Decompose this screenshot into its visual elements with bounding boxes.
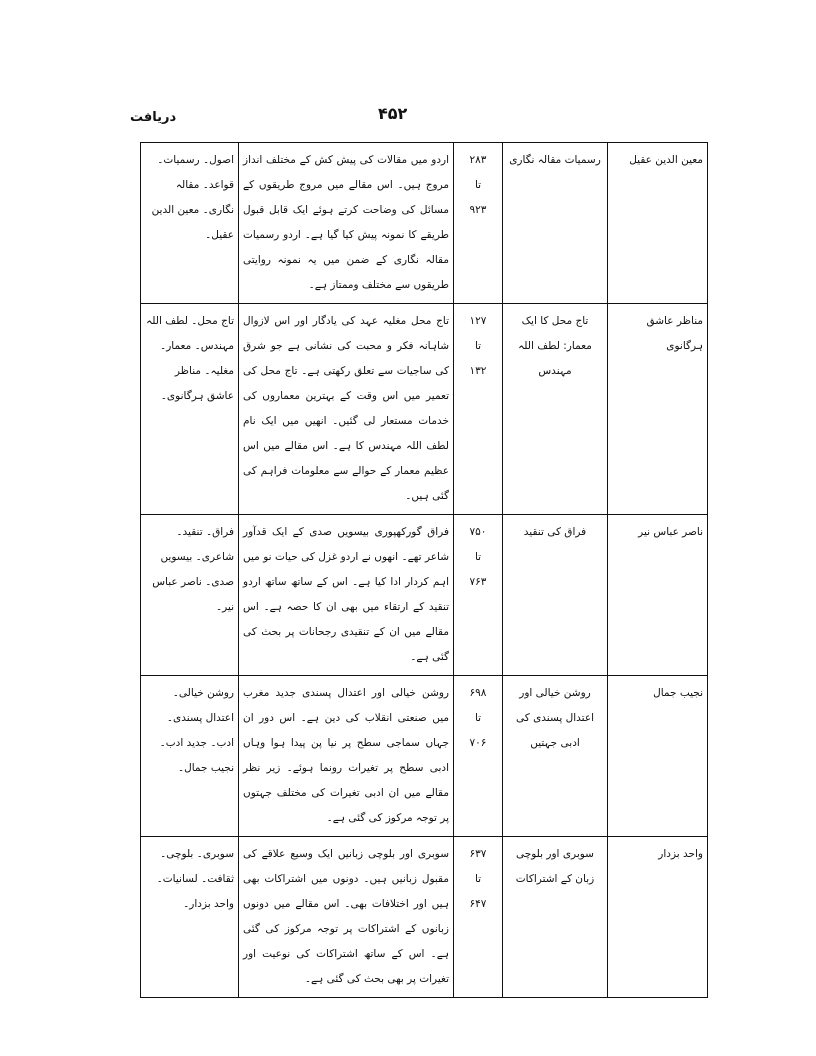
- summary-cell: سوبری اور بلوچی زبانیں ایک وسیع علاقے کی مقبول زبانیں ہیں۔ دونوں میں اشتراکات بھی ہیں اور اختلافات بھی۔ اس مقالے میں دونوں زبانوں کے اشتراکات پر توجہ مرکوز کی گئی ہے۔ اس کے ساتھ اشتراکات کی نوعیت اور تغیرات پر بھی بحث کی گئی ہے۔: [239, 837, 454, 998]
- title-cell: فراق کی تنقید: [503, 515, 608, 676]
- keywords-cell: روشن خیالی۔ اعتدال پسندی۔ ادب۔ جدید ادب۔ نجیب جمال۔: [141, 676, 239, 837]
- page-range-part: تا: [474, 551, 482, 563]
- page-range-part: ۷۵۰: [469, 526, 487, 538]
- author-cell: واحد بزدار: [608, 837, 708, 998]
- keywords-cell: تاج محل۔ لطف اللہ مہندس۔ معمار۔ مغلیہ۔ مناظر عاشق ہرگانوی۔: [141, 304, 239, 515]
- page-range-part: تا: [474, 712, 482, 724]
- page-range-part: ۶۴۷: [469, 898, 487, 910]
- table-row: [141, 515, 708, 676]
- title-cell: سوبری اور بلوچی زبان کے اشتراکات: [503, 837, 608, 998]
- page-range-part: ۱۳۲: [469, 365, 487, 377]
- author-cell: ناصر عباس نیر: [608, 515, 708, 676]
- page-range-part: ۷۶۳: [469, 576, 487, 588]
- page-range-part: تا: [474, 873, 482, 885]
- page-range-part: ۶۳۷: [469, 848, 487, 860]
- author-cell: معین الدین عقیل: [608, 143, 708, 304]
- table-row: [141, 143, 708, 304]
- page-range-part: تا: [474, 179, 482, 191]
- summary-cell: اردو میں مقالات کی پیش کش کے مختلف انداز مروج ہیں۔ اس مقالے میں مروج طریقوں کے مسائل کی وضاحت کرتے ہوئے ایک قابل قبول طریقے کا نمونہ پیش کیا گیا ہے۔ اردو رسمیات مقالہ نگاری کے ضمن میں یہ نمونہ روایتی طریقوں سے مختلف وممتاز ہے۔: [239, 143, 454, 304]
- pages-cell: [454, 304, 503, 515]
- article-index-body: [141, 143, 708, 998]
- keywords-cell: فراق۔ تنقید۔ شاعری۔ بیسویں صدی۔ ناصر عباس نیر۔: [141, 515, 239, 676]
- title-cell: رسمیات مقالہ نگاری: [503, 143, 608, 304]
- page-range-part: ۶۹۸: [469, 687, 487, 699]
- table-row: [141, 304, 708, 515]
- summary-cell: روشن خیالی اور اعتدال پسندی جدید مغرب میں صنعتی انقلاب کی دین ہے۔ اس دور ان جہاں سماجی سطح پر نیا پن پیدا ہوا وہاں ادبی سطح پر تغیرات رونما ہوئے۔ زیر نظر مقالے میں ان ادبی تغیرات کی مختلف جہتوں پر توجہ مرکوز کی گئی ہے۔: [239, 676, 454, 837]
- author-cell: مناظر عاشق ہرگانوی: [608, 304, 708, 515]
- keywords-cell: اصول۔ رسمیات۔ قواعد۔ مقالہ نگاری۔ معین الدین عقیل۔: [141, 143, 239, 304]
- page-range-part: ۹۲۳: [469, 204, 487, 216]
- table-row: [141, 676, 708, 837]
- pages-cell: [454, 676, 503, 837]
- page-number: ۴۵۲: [378, 104, 408, 123]
- table-row: [141, 837, 708, 998]
- title-cell: تاج محل کا ایک معمار: لطف اللہ مہندس: [503, 304, 608, 515]
- page-range-part: ۷۰۶: [469, 737, 487, 749]
- page-range-part: تا: [474, 340, 482, 352]
- summary-cell: فراق گورکھپوری بیسویں صدی کے ایک قدآور شاعر تھے۔ انھوں نے اردو غزل کی حیات نو میں اہم کردار ادا کیا ہے۔ اس کے ساتھ ساتھ اردو تنقید کے ارتقاء میں بھی ان کا حصہ ہے۔ اس مقالے میں ان کے تنقیدی رجحانات پر بحث کی گئی ہے۔: [239, 515, 454, 676]
- pages-cell: [454, 143, 503, 304]
- page-range-part: ۲۸۳: [469, 154, 487, 166]
- pages-cell: [454, 837, 503, 998]
- journal-title: دریافت: [130, 110, 177, 125]
- summary-cell: تاج محل مغلیہ عہد کی یادگار اور اس لازوال شاہانہ فکر و محبت کی نشانی ہے جو شرق کی ساجیات سے تعلق رکھتی ہے۔ تاج محل کی تعمیر میں اس وقت کے بہترین معماروں کی خدمات مستعار لی گئیں۔ انھیں میں ایک نام لطف اللہ مہندس کا ہے۔ اس مقالے میں اس عظیم معمار کے حوالے سے معلومات فراہم کی گئی ہیں۔: [239, 304, 454, 515]
- pages-cell: [454, 515, 503, 676]
- author-cell: نجیب جمال: [608, 676, 708, 837]
- page-range-part: ۱۲۷: [469, 315, 487, 327]
- title-cell: روشن خیالی اور اعتدال پسندی کی ادبی جہتیں: [503, 676, 608, 837]
- article-index-table: [140, 142, 708, 998]
- keywords-cell: سوبری۔ بلوچی۔ ثقافت۔ لسانیات۔ واحد بزدار۔: [141, 837, 239, 998]
